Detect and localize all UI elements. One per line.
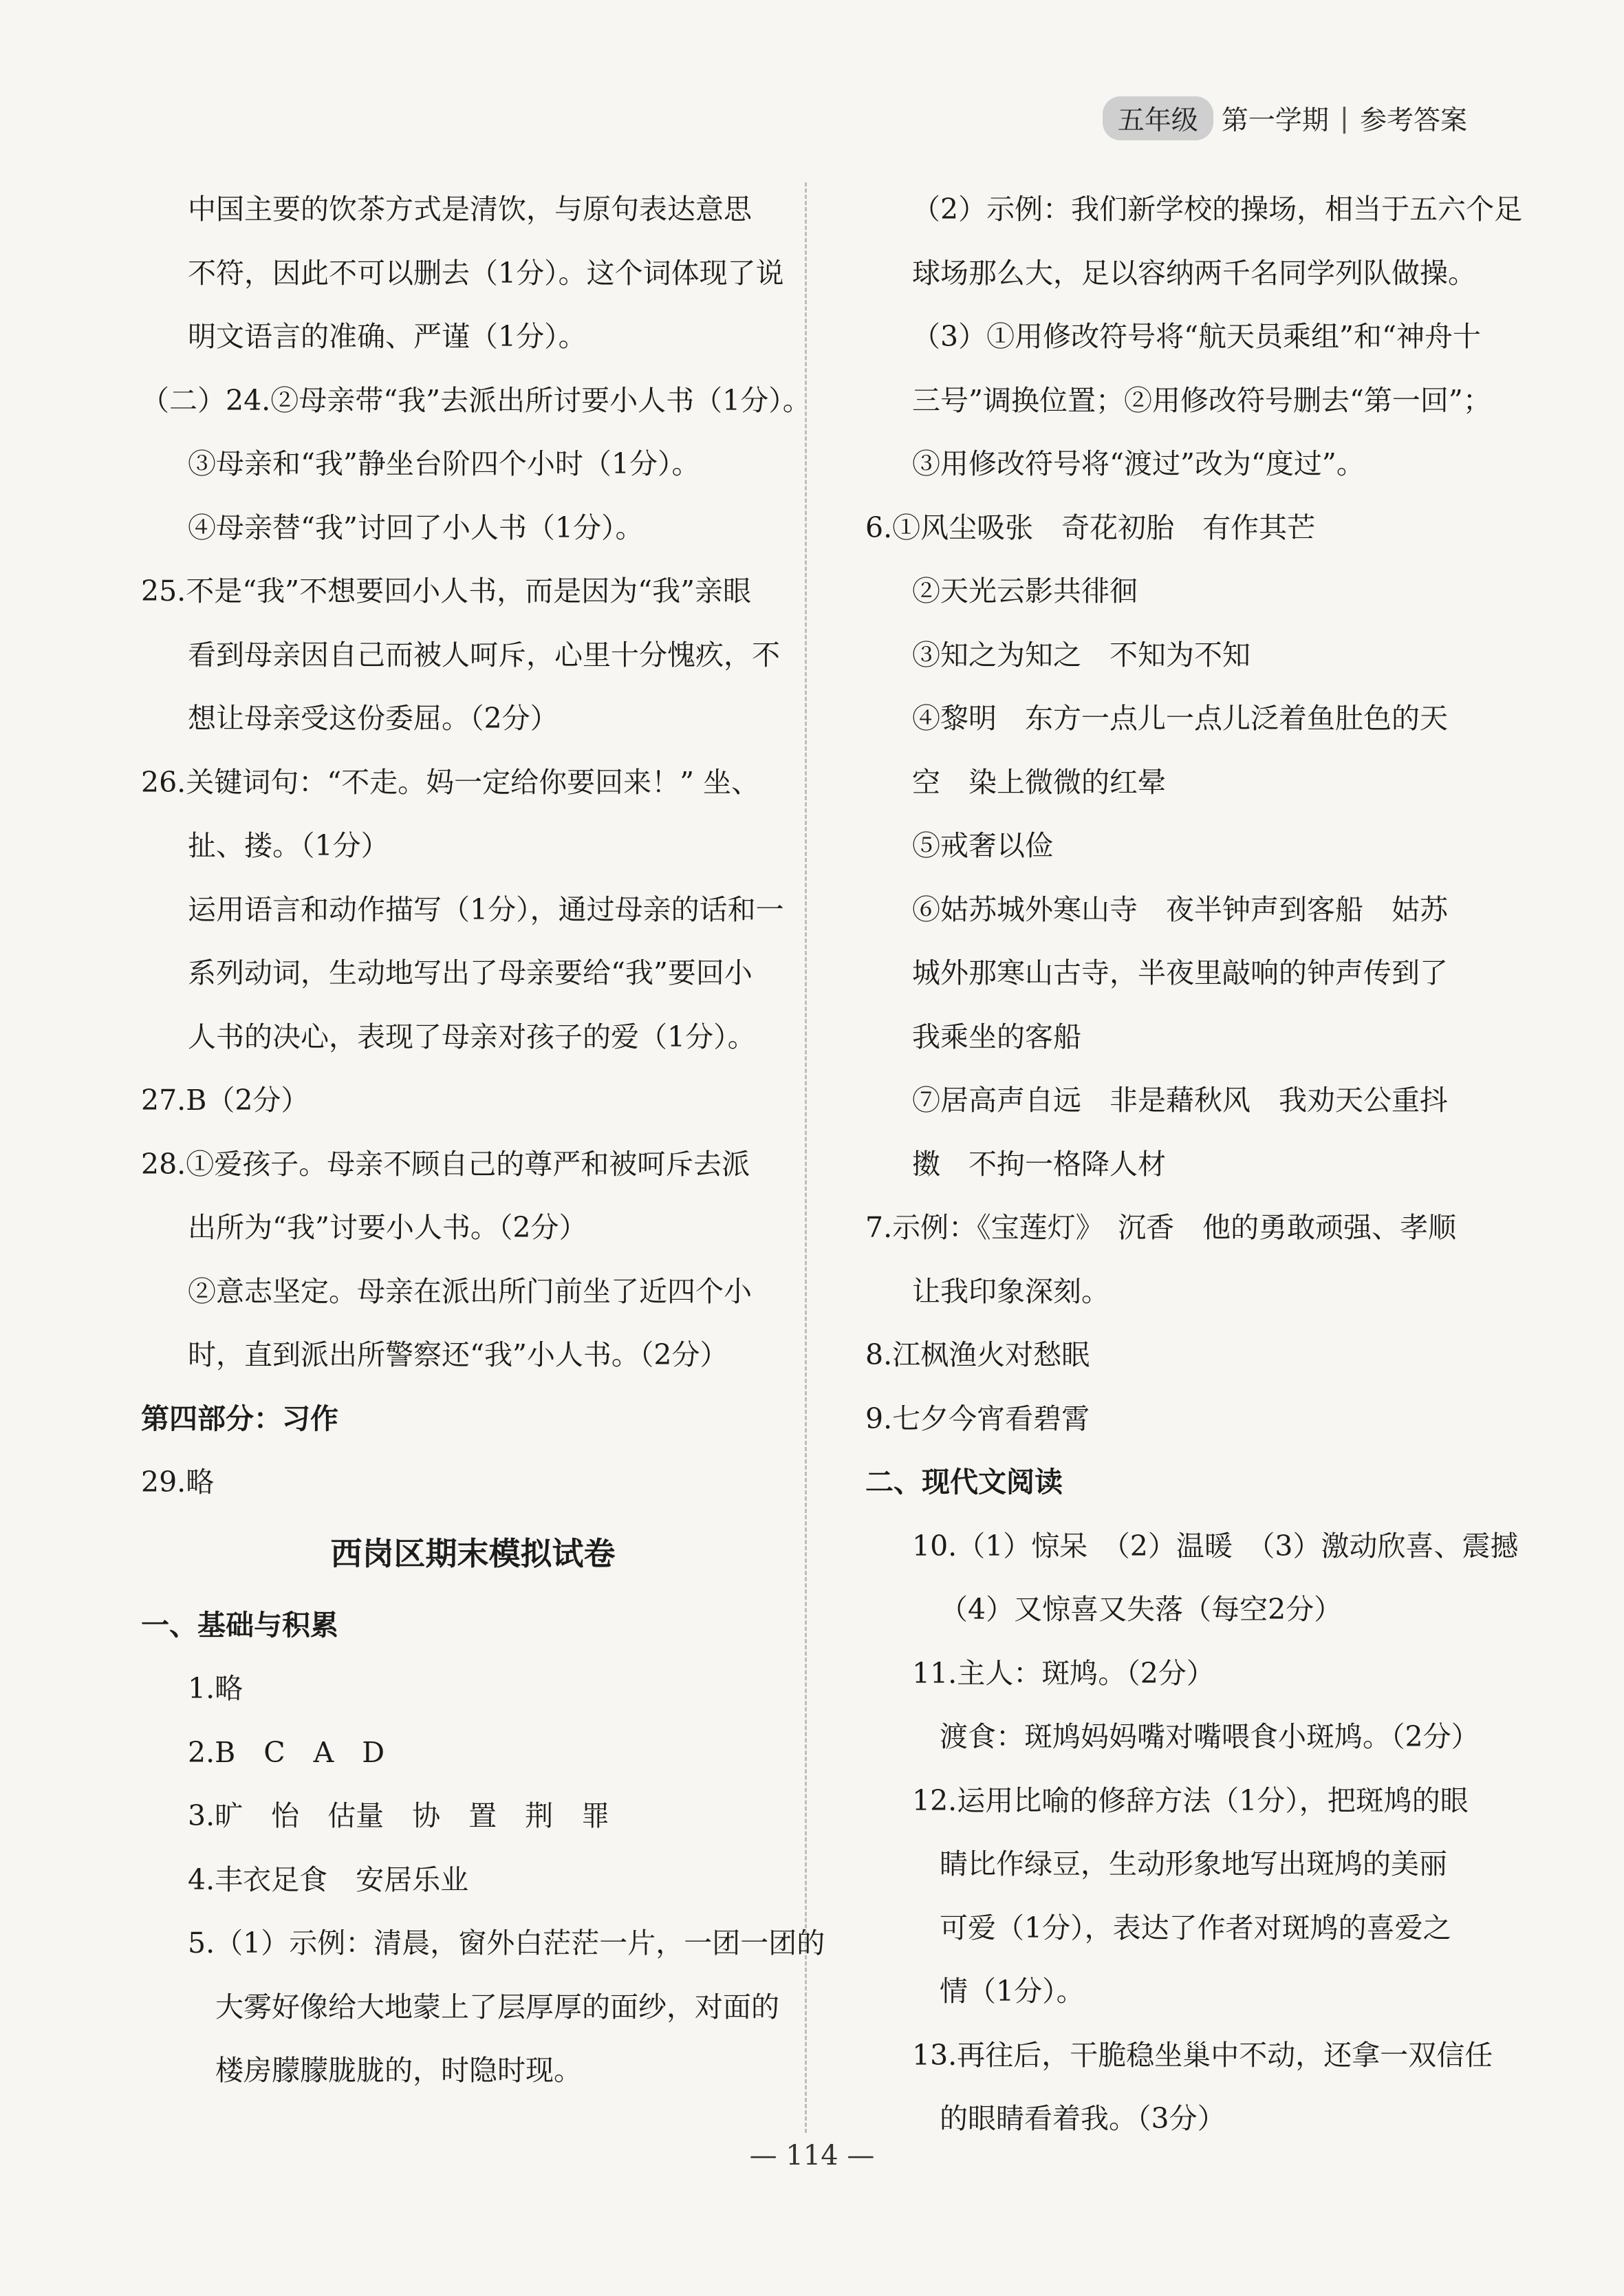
answer-line: 1.略 <box>188 1672 243 1705</box>
answer-line: 人书的决心，表现了母亲对孩子的爱（1分）。 <box>188 1020 756 1053</box>
answer-line: 9.七夕今宵看碧霄 <box>865 1402 1090 1435</box>
answer-line: 球场那么大，足以容纳两千名同学列队做操。 <box>912 256 1476 290</box>
section-heading: 二、现代文阅读 <box>865 1466 1063 1499</box>
answer-line: ⑤戒奢以俭 <box>912 829 1053 862</box>
answer-line: （二）24.②母亲带“我”去派出所讨要小人书（1分）。 <box>141 383 811 417</box>
answer-line: 扯、搂。（1分） <box>188 829 389 862</box>
answer-line: 让我印象深刻。 <box>912 1274 1109 1308</box>
answer-line: 6.①风尘吸张 奇花初胎 有作其芒 <box>865 511 1316 544</box>
answer-line: 2.B C A D <box>188 1735 385 1769</box>
section-heading: 一、基础与积累 <box>141 1608 338 1642</box>
answer-line: 12.运用比喻的修辞方法（1分），把斑鸠的眼 <box>912 1783 1469 1817</box>
page-header <box>1103 96 1467 140</box>
answer-line: 5.（1）示例：清晨，窗外白茫茫一片，一团一团的 <box>188 1927 825 1960</box>
answer-line: ③母亲和“我”静坐台阶四个小时（1分）。 <box>188 447 700 480</box>
right-column <box>865 178 1523 2151</box>
answer-line: （2）示例：我们新学校的操场，相当于五六个足 <box>912 193 1523 226</box>
left-column <box>141 178 825 2103</box>
grade-badge: 五年级 <box>1103 96 1213 140</box>
answer-line: 不符，因此不可以删去（1分）。这个词体现了说 <box>188 256 784 290</box>
answer-line: ⑦居高声自远 非是藉秋风 我劝天公重抖 <box>912 1084 1448 1117</box>
answer-line: ④黎明 东方一点儿一点儿泛着鱼肚色的天 <box>912 702 1448 735</box>
answer-line: ②天光云影共徘徊 <box>912 575 1138 608</box>
answer-line: 空 染上微微的红晕 <box>912 765 1166 799</box>
answer-line: 中国主要的饮茶方式是清饮，与原句表达意思 <box>188 193 752 226</box>
answer-line: 我乘坐的客船 <box>912 1020 1081 1053</box>
answer-line: （4）又惊喜又失落（每空2分） <box>940 1593 1343 1626</box>
answer-line: 27.B（2分） <box>141 1084 310 1117</box>
column-divider <box>805 182 807 2133</box>
answer-line: 运用语言和动作描写（1分），通过母亲的话和一 <box>188 892 784 926</box>
answer-line: 看到母亲因自己而被人呵斥，心里十分愧疚，不 <box>188 638 780 672</box>
answer-line: 大雾好像给大地蒙上了层厚厚的面纱，对面的 <box>215 1990 779 2024</box>
answer-line: 睛比作绿豆，生动形象地写出斑鸠的美丽 <box>940 1847 1447 1880</box>
answer-line: 3.旷 怡 估量 协 置 荆 罪 <box>188 1799 610 1832</box>
answer-line: 的眼睛看着我。（3分） <box>940 2102 1226 2135</box>
answer-line: 13.再往后，干脆稳坐巢中不动，还拿一双信任 <box>912 2038 1493 2072</box>
answer-line: 城外那寒山古寺，半夜里敲响的钟声传到了 <box>912 956 1448 989</box>
answer-line: 时，直到派出所警察还“我”小人书。（2分） <box>188 1338 728 1371</box>
answer-line: （3）①用修改符号将“航天员乘组”和“神舟十 <box>912 320 1481 353</box>
answer-line: ④母亲替“我”讨回了小人书（1分）。 <box>188 511 644 544</box>
answer-line: 可爱（1分），表达了作者对斑鸠的喜爱之 <box>940 1911 1451 1944</box>
answer-line: 系列动词，生动地写出了母亲要给“我”要回小 <box>188 956 753 989</box>
answer-line: 10.（1）惊呆 （2）温暖 （3）激动欣喜、震撼 <box>912 1529 1519 1563</box>
answer-line: 想让母亲受这份委屈。（2分） <box>188 702 559 735</box>
exam-title: 西岗区期末模拟试卷 <box>330 1534 616 1572</box>
answer-line: 7.示例：《宝莲灯》 沉香 他的勇敢顽强、孝顺 <box>865 1211 1457 1244</box>
answer-line: 4.丰衣足食 安居乐业 <box>188 1863 469 1896</box>
answer-line: 26.关键词句：“不走。妈一定给你要回来！” 坐、 <box>141 765 760 799</box>
answer-key-label: 参考答案 <box>1359 105 1467 136</box>
answer-line: 25.不是“我”不想要回小人书，而是因为“我”亲眼 <box>141 575 752 608</box>
answer-line: ②意志坚定。母亲在派出所门前坐了近四个小 <box>188 1274 752 1308</box>
answer-line: 29.略 <box>141 1466 215 1499</box>
answer-line: 楼房朦朦胧胧的，时隐时现。 <box>215 2054 582 2087</box>
answer-line: 情（1分）。 <box>940 1975 1085 2008</box>
answer-line: ③用修改符号将“渡过”改为“度过”。 <box>912 447 1365 480</box>
answer-line: 8.江枫渔火对愁眠 <box>865 1338 1090 1371</box>
answer-line: 擞 不拘一格降人材 <box>912 1147 1166 1181</box>
answer-line: 三号”调换位置；②用修改符号删去“第一回”； <box>912 383 1491 417</box>
answer-line: 28.①爱孩子。母亲不顾自己的尊严和被呵斥去派 <box>141 1147 750 1181</box>
answer-line: ⑥姑苏城外寒山寺 夜半钟声到客船 姑苏 <box>912 892 1448 926</box>
answer-line: 明文语言的准确、严谨（1分）。 <box>188 320 587 353</box>
answer-line: ③知之为知之 不知为不知 <box>912 638 1251 672</box>
answer-line: 渡食：斑鸠妈妈嘴对嘴喂食小斑鸠。（2分） <box>940 1720 1480 1753</box>
answer-line: 11.主人：斑鸠。（2分） <box>912 1656 1215 1690</box>
answer-line: 出所为“我”讨要小人书。（2分） <box>188 1211 587 1244</box>
section-heading: 第四部分：习作 <box>141 1402 338 1435</box>
term-label: 第一学期 <box>1221 105 1329 136</box>
page-number: — 114 — <box>749 2140 875 2171</box>
header-separator: | <box>1339 103 1349 134</box>
